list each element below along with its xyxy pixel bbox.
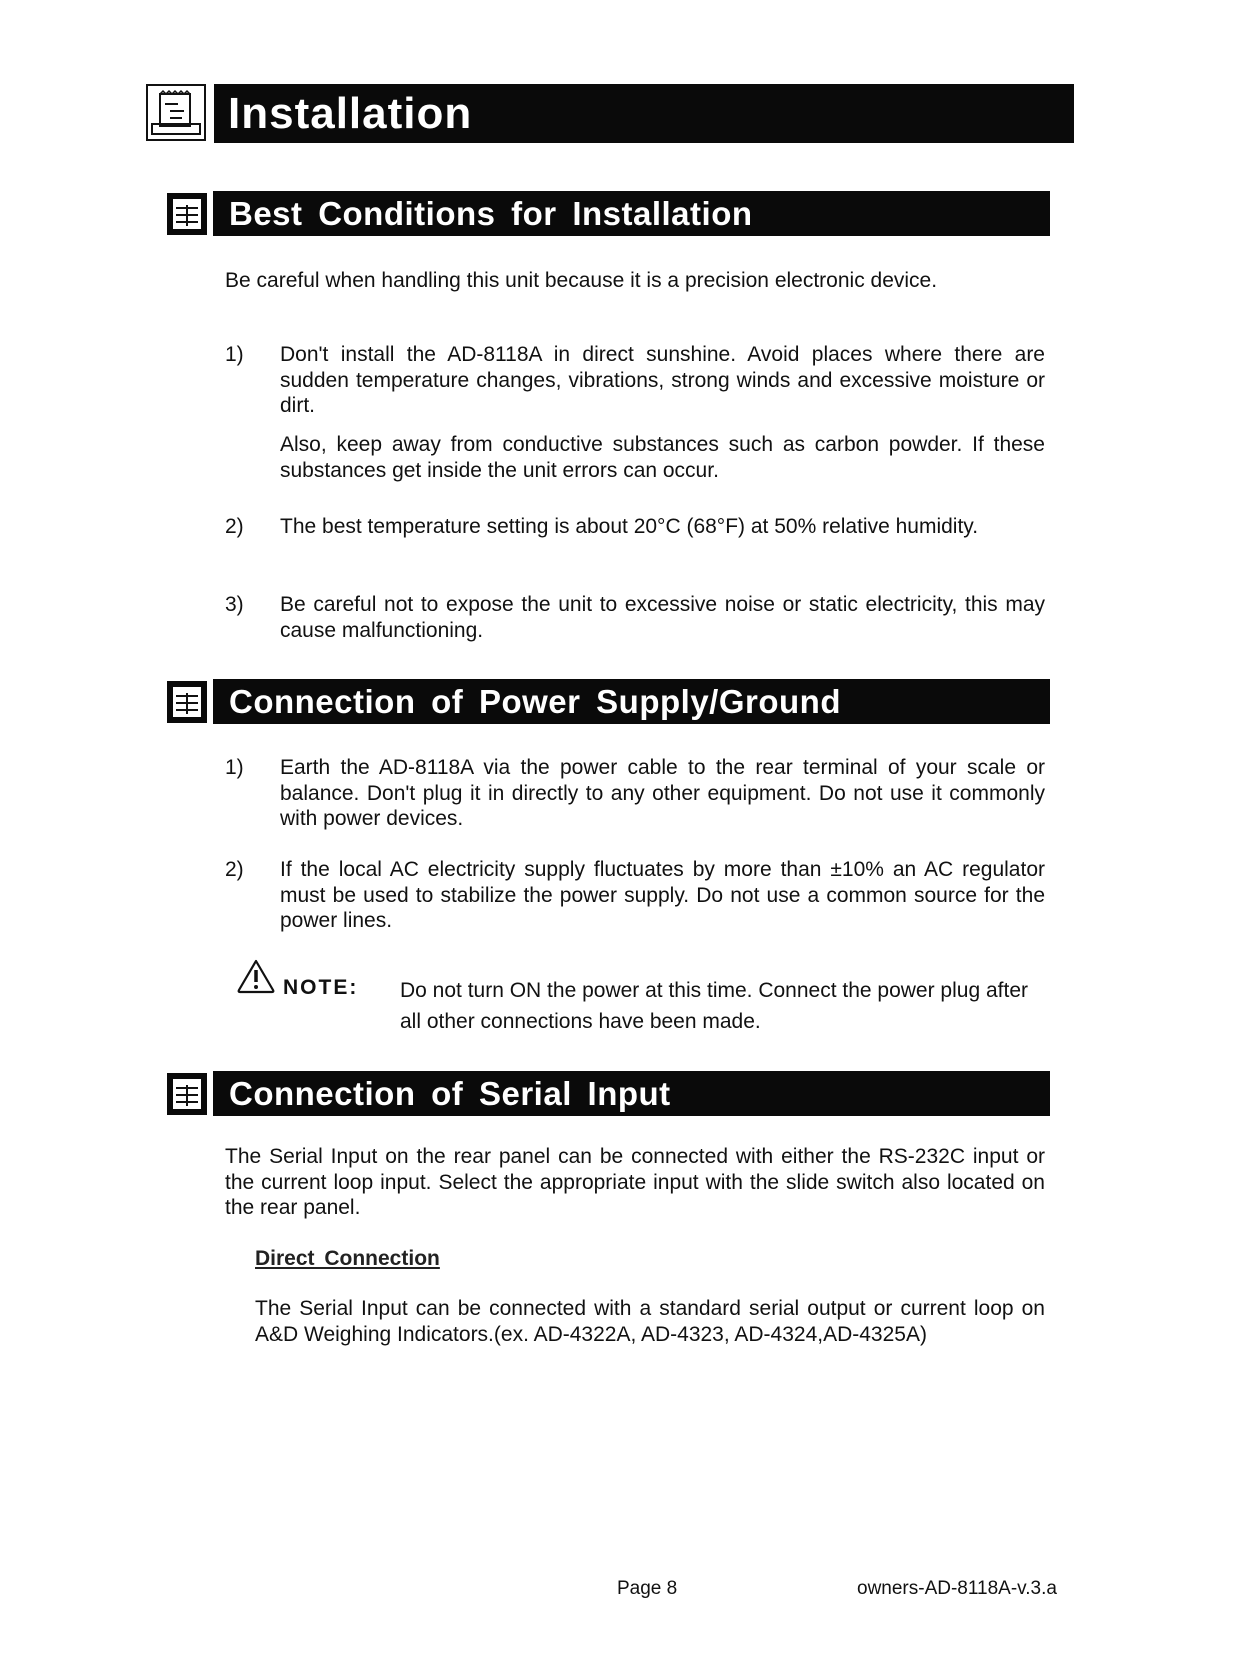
list-item: Don't install the AD-8118A in direct sunshine. Avoid places where there are sudden temperature changes, vibrations, strong winds and excessive moisture or dirt. bbox=[280, 343, 1045, 417]
page-number: Page 8 bbox=[617, 1578, 678, 1599]
section-heading-best-conditions: Best Conditions for Installation bbox=[167, 191, 1050, 236]
list-item: Be careful not to expose the unit to excessive noise or static electricity, this may cause malfunctioning. bbox=[280, 593, 1045, 642]
note-text: Do not turn ON the power at this time. Connect the power plug after all other connections have been made. bbox=[400, 979, 1028, 1033]
warning-icon bbox=[236, 958, 276, 1001]
serial-intro: The Serial Input on the rear panel can be connected with either the RS-232C input or the current loop input. Select the appropriate input with the slide switch also located on the rear panel. bbox=[225, 1145, 1045, 1219]
document-id: owners-AD-8118A-v.3.a bbox=[857, 1578, 1057, 1599]
item-number: 3) bbox=[225, 593, 244, 616]
list-item: The best temperature setting is about 20°C (68°F) at 50% relative humidity. bbox=[280, 515, 979, 538]
page-title-banner bbox=[146, 84, 1074, 143]
section-heading-serial: Connection of Serial Input bbox=[167, 1071, 1050, 1116]
manual-icon bbox=[146, 84, 206, 141]
document-icon bbox=[167, 193, 207, 235]
item-number: 2) bbox=[225, 515, 244, 538]
intro-paragraph: Be careful when handling this unit because it is a precision electronic device. bbox=[225, 269, 938, 292]
subheading-direct-connection: Direct Connection bbox=[255, 1247, 440, 1270]
document-icon bbox=[167, 1073, 207, 1115]
item-number: 2) bbox=[225, 858, 244, 881]
list-item-extra: Also, keep away from conductive substances such as carbon powder. If these substances get inside the unit errors can occur. bbox=[280, 433, 1045, 482]
item-number: 1) bbox=[225, 343, 244, 366]
document-icon bbox=[167, 681, 207, 723]
page-title: Installation bbox=[214, 84, 1074, 143]
list-item: If the local AC electricity supply fluctuates by more than ±10% an AC regulator must be used to stabilize the power supply. Do not use a common source for the power lines. bbox=[280, 858, 1045, 932]
list-item: Earth the AD-8118A via the power cable to the rear terminal of your scale or balance. Don't plug it in directly to any other equipment. Do not use it commonly with power devices. bbox=[280, 756, 1045, 830]
note-label: NOTE: bbox=[283, 976, 359, 999]
item-number: 1) bbox=[225, 756, 244, 779]
section-heading-power: Connection of Power Supply/Ground bbox=[167, 679, 1050, 724]
direct-connection-text: The Serial Input can be connected with a standard serial output or current loop on A&D Weighing Indicators.(ex. AD-4322A, AD-4323, AD-4324,AD-4325A) bbox=[255, 1297, 1045, 1346]
